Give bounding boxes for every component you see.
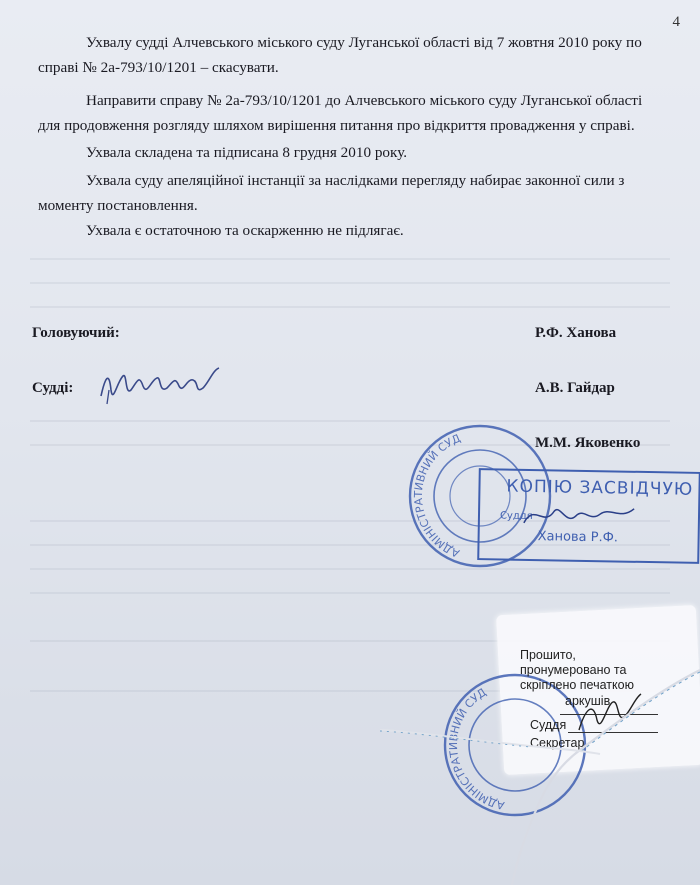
presiding-name: Р.Ф. Ханова	[535, 325, 617, 341]
bleed-through-line	[30, 420, 670, 422]
page-number: 4	[672, 14, 680, 30]
paragraph-return-case: Направити справу № 2а-793/10/1201 до Алчевського міського суду Луганської області для продовження розгляду шляхом вирішення питання про відкриття провадження у справі.	[38, 92, 643, 134]
copy-stamp-title: КОПІЮ ЗАСВІДЧУЮ	[506, 476, 694, 500]
binding-thread	[380, 650, 700, 885]
handwritten-signature	[95, 360, 230, 410]
bleed-through-line	[30, 306, 670, 308]
seal-text: АДМІНІСТРАТИВНИЙ СУД	[411, 431, 463, 560]
paragraph-signed-date: Ухвала складена та підписана 8 грудня 2010 року.	[86, 144, 408, 161]
binding-note-line-3: скріплено печаткою	[520, 678, 634, 692]
bleed-through-line	[30, 282, 670, 284]
stamp-signature	[520, 497, 641, 535]
binding-note-secretary: Секретар	[530, 736, 585, 750]
judge-name-2: М.М. Яковенко	[535, 435, 641, 451]
seal-text-lower: АДМІНІСТРАТИВНИЙ СУД	[446, 685, 506, 812]
bleed-through-line	[30, 592, 670, 594]
copy-certified-stamp	[477, 468, 700, 564]
paragraph-annul: Ухвалу судді Алчевського міського суду Луганської області від 7 жовтня 2010 року по справі № 2а-793/10/1201 – скасувати.	[38, 34, 642, 76]
bleed-through-line	[30, 568, 670, 570]
binding-note-line-1: Прошито,	[520, 648, 576, 662]
paragraph-final: Ухвала є остаточною та оскарженню не підлягає.	[86, 222, 404, 239]
judges-label: Судді:	[32, 380, 74, 396]
copy-stamp-judge-label: Суддя	[499, 510, 533, 523]
copy-stamp-judge-name: Ханова Р.Ф.	[537, 529, 619, 546]
binding-note-line-2: пронумеровано та	[520, 663, 627, 677]
binding-note-sheets: аркушів	[565, 694, 611, 708]
presiding-label: Головуючий:	[32, 325, 120, 341]
binding-note-judge: Суддя	[530, 718, 567, 732]
paragraph-legal-force: Ухвала суду апеляційної інстанції за наслідками перегляду набирає законної сили з моменту постановлення.	[38, 172, 625, 214]
bleed-through-line	[30, 258, 670, 260]
judge-name-1: А.В. Гайдар	[535, 380, 615, 396]
